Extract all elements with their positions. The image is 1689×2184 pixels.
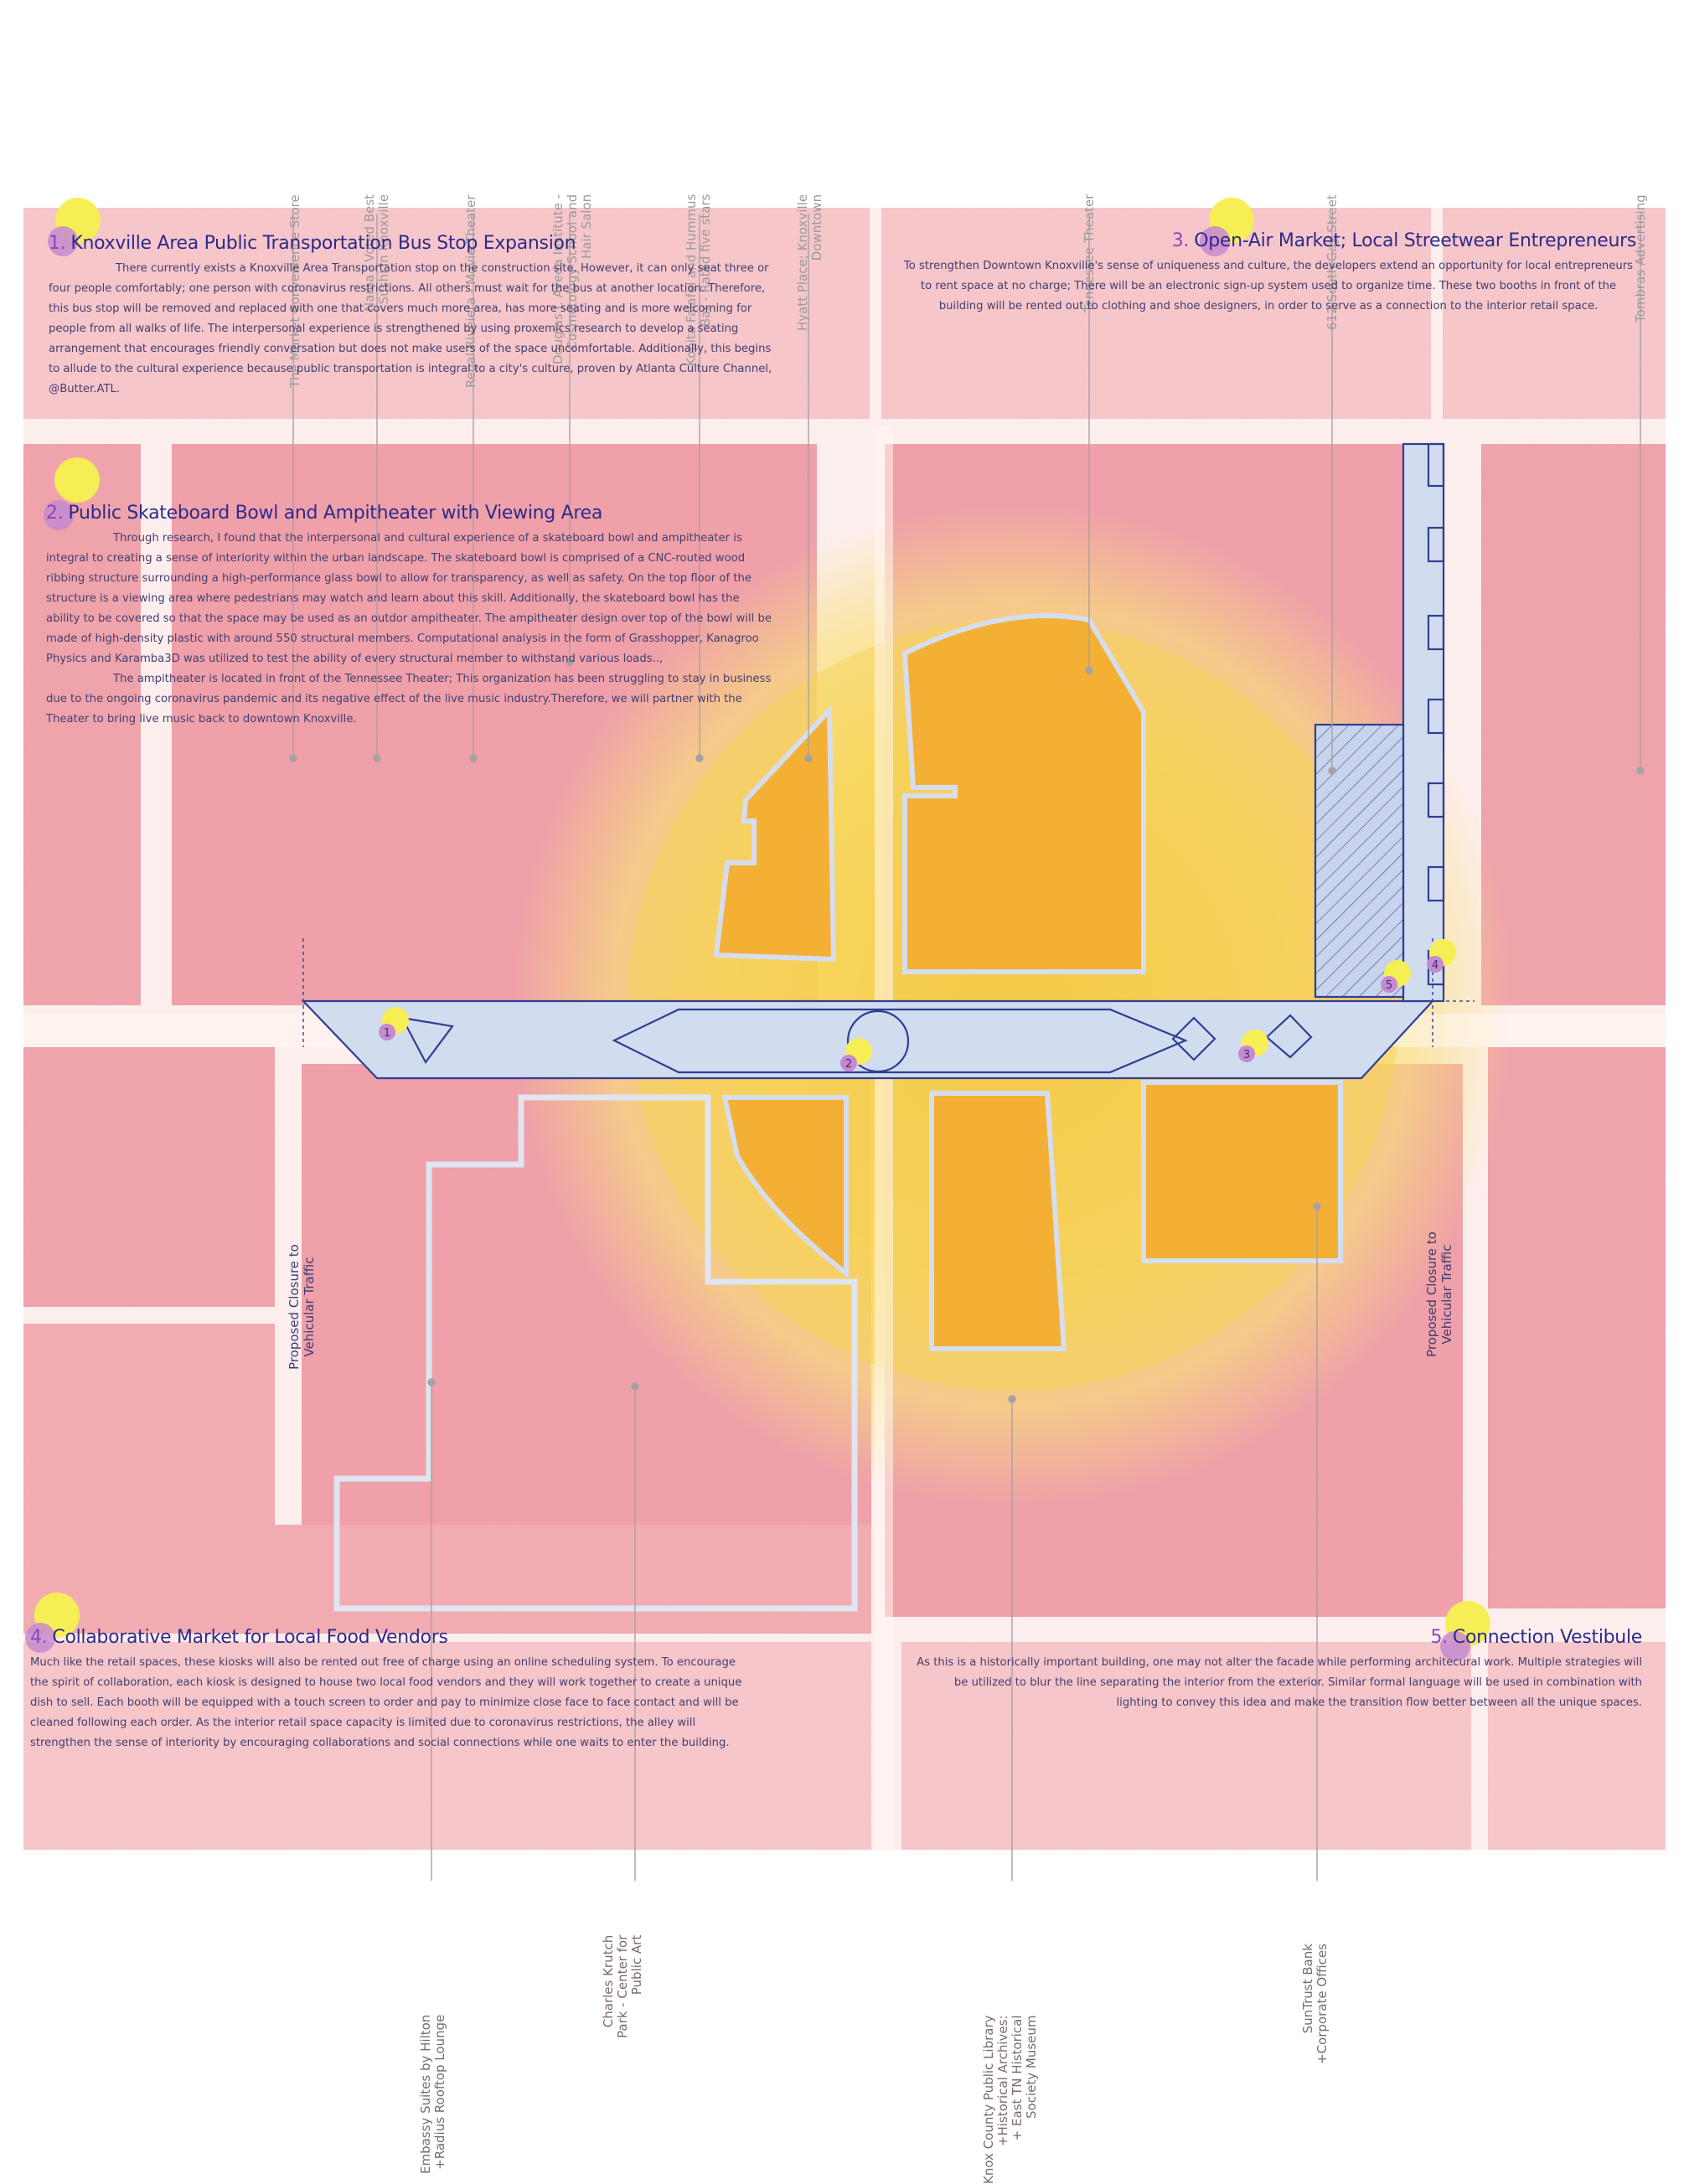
section-number: 3.: [1171, 230, 1190, 251]
section-number: 5.: [1430, 1627, 1448, 1648]
section-title: 4. Collaborative Market for Local Food Vendors: [30, 1627, 448, 1648]
section-title: 5. Connection Vestibule: [1430, 1627, 1642, 1648]
section-number: 2.: [46, 503, 64, 524]
section-title: 3. Open-Air Market; Local Streetwear Entrepreneurs: [1171, 230, 1636, 251]
section-connection-vestibule: [913, 1627, 1642, 1713]
section-body: To strengthen Downtown Knoxville's sense of uniqueness and culture, the developers extend an opportunity for local entrepreneurs to rent space at no charge; There will be an electronic sign-up system used to organize time. These two booths in front of the building will be rented out to clothing and shoe designers, in order to serve as a connection to the interior retail space.: [903, 260, 1634, 312]
svg-text:3: 3: [1242, 1049, 1251, 1061]
section-skateboard-bowl: [46, 503, 775, 730]
section-open-air-market: [901, 230, 1636, 317]
svg-text:5: 5: [1385, 979, 1393, 992]
svg-text:1: 1: [383, 1027, 391, 1040]
section-bus-stop: [49, 233, 776, 400]
svg-text:2: 2: [844, 1058, 853, 1071]
section-number: 1.: [49, 233, 66, 254]
section-body: Much like the retail spaces, these kiosks will also be rented out free of charge using an online scheduling system. To encourage the spirit of collaboration, each kiosk is designed to house two local food vendors and they will work together to create a unique dish to sell. Each booth will be equipped with a touch screen to order and pay to minimize close face to face contact and will be cleaned following each order. As the interior retail space capacity is limited due to coronavirus restrictions, the alley will strengthen the sense of interiority by encouraging collaborations and social connections while one waits to enter the building.: [30, 1656, 742, 1749]
section-body: There currently exists a Knoxville Area Transportation stop on the construction site. However, it can only seat three or four people comfortably; one person with coronavirus restrictions. All others must wait for the bus at another location. Therefore, this bus stop will be removed and replaced with one that covers much more area, has more seating and is more welcoming for people from all walks of life. The interpersonal experience is strengthened by using proxemics research to develop a seating arrangement that encourages friendly conversation but does not make users of the space uncomfortable. Additionally, this begins to allude to the cultural experience because public transportation is integral to a city's culture, proven by Atlanta Culture Channel, @Butter.ATL.: [49, 262, 772, 395]
section-title: 1. Knoxville Area Public Transportation Bus Stop Expansion: [49, 233, 576, 254]
section-food-vendors: [30, 1627, 749, 1753]
svg-text:4: 4: [1431, 959, 1439, 972]
section-number: 4.: [30, 1627, 48, 1648]
section-body: As this is a historically important building, one may not alter the facade while performing architecural work. Multiple strategies will be utilized to blur the line separating the interior from the exterior. Similar formal language will be used in combination with lighting to convey this idea and make the transition flow better between all the unique spaces.: [917, 1656, 1642, 1709]
section-body: Through research, I found that the interpersonal and cultural experience of a skateboard bowl and ampitheater is integral to creating a sense of interiority within the urban landscape. The skateboard bowl is comprised of a CNC-routed wood ribbing structure surrounding a high-performance glass bowl to allow for transparency, as well as safety. On the top floor of the structure is a viewing area where pedestrians may watch and learn about this skill. Additionally, the skateboard bowl has the ability to be covered so that the space may be used as an outdor ampitheater. The ampitheater design over top of the bowl will be made of high-density plastic with around 550 structural members. Computational analysis in the form of Grasshopper, Kanagroo Physics and Karamba3D was utilized to test the ability of every structural member to withstand various loads.., The ampitheater is located in front of the Tennessee Theater; This organization has been struggling to stay in business due to the ongoing coronavirus pandemic and its negative effect of the live music industry.Therefore, we will partner with the Theater to bring live music back to downtown Knoxville.: [46, 532, 772, 725]
section-title: 2. Public Skateboard Bowl and Ampitheater with Viewing Area: [46, 503, 603, 524]
